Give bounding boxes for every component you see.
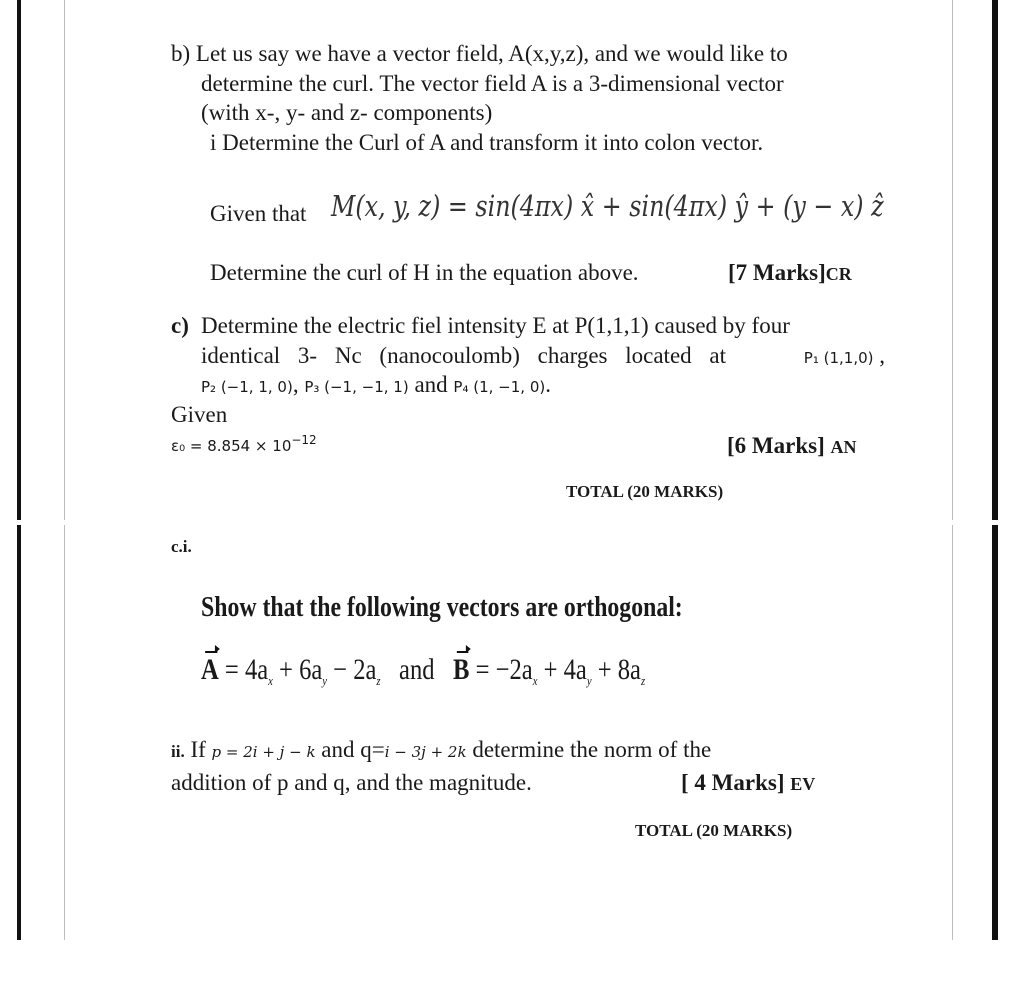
part-c-line-1: Determine the electric fiel intensity E at P(1,1,1) caused by four [201,313,790,338]
vector-a-z: z [376,673,381,688]
vector-b-y: y [586,673,592,688]
part-ii-if: If [190,737,206,762]
part-c-label: c) [171,313,189,338]
q-expression: i − 3j + 2k [384,743,467,761]
part-b-marks [728,259,852,288]
part-ii-line-2: addition of p and q, and the magnitude. [171,770,532,795]
point-p2: P₂ (−1, 1, 0) [201,378,293,396]
part-c-line-3: P₂ (−1, 1, 0), P₃ (−1, −1, 1) and P₄ (1, −1, 0). [201,372,551,397]
vector-a-term-3: − 2a [333,653,377,686]
total-marks-2: TOTAL (20 MARKS) [635,821,793,840]
field-equation: M(x, y, z) = sin(4πx) x̂ + sin(4πx) ŷ + (y − x) ẑ [331,189,884,223]
part-c-line-2-text: identical 3- Nc (nanocoulomb) charges located at [201,343,727,368]
vector-a-term-1: = 4a [224,653,269,686]
part-c-and: and [414,372,448,397]
part-ii-marks [681,769,815,798]
vector-and: and [399,653,435,686]
vector-b-term-1: = −2a [475,653,533,686]
p-expression: p = 2i + j − k [211,743,316,761]
epsilon-constant [171,431,317,455]
vector-a-y: y [322,673,328,688]
part-ii-initials: EV [790,774,816,794]
epsilon-exponent: −12 [291,433,317,447]
point-p4: P₄ (1, −1, 0) [453,378,546,396]
part-b-intro-line-2: determine the curl. The vector field A is a 3-dimensional vector [201,71,784,96]
vector-b-term-2: + 4a [543,653,587,686]
epsilon-value: ε₀ = 8.854 × 10 [171,437,292,455]
left-border [17,0,21,940]
vector-a-term-2: + 6a [279,653,323,686]
right-inner-line [952,0,953,940]
part-b-intro-line-1: b) Let us say we have a vector field, A(x,y,z), and we would like to [171,41,788,66]
part-b-marks-label: [7 Marks] [728,260,826,285]
part-ci-label: c.i. [171,537,192,556]
part-b-sub-question-i: i Determine the Curl of A and transform it into colon vector. [210,130,764,155]
vector-b-term-3: + 8a [597,653,641,686]
part-b-initials: CR [825,264,852,284]
part-c-initials: AN [830,437,857,457]
vector-a-x: x [268,673,273,688]
page-break [0,520,1024,525]
vector-b-symbol: B [453,653,470,686]
orthogonal-heading: Show that the following vectors are orthogonal: [201,591,683,623]
part-ii-line-1 [171,736,711,766]
part-b-question: Determine the curl of H in the equation above. [210,260,639,285]
vector-b-x: x [532,673,538,688]
part-ii-label: ii. [171,742,185,761]
left-inner-line [64,0,65,940]
vector-b-z: z [640,673,646,688]
vector-a-symbol: A [201,653,219,686]
total-marks-1: TOTAL (20 MARKS) [566,482,724,501]
given-that-label: Given that [210,201,307,226]
right-border [992,0,998,940]
part-ii-and-q: and q= [321,737,385,762]
part-ii-marks-label: [ 4 Marks] [681,770,785,795]
point-p1: P₁ (1,1,0) [803,349,874,367]
vector-equations [201,652,645,699]
part-c-line-2: identical 3- Nc (nanocoulomb) charges located at P₁ (1,1,0) , [201,343,885,368]
point-p3: P₃ (−1, −1, 1) [304,378,409,396]
part-b-intro-line-3: (with x-, y- and z- components) [201,100,493,125]
part-ii-determine: determine the norm of the [472,737,712,762]
given-label: Given [171,402,228,427]
part-c-marks-label: [6 Marks] [727,433,825,458]
part-c-marks [727,432,856,461]
